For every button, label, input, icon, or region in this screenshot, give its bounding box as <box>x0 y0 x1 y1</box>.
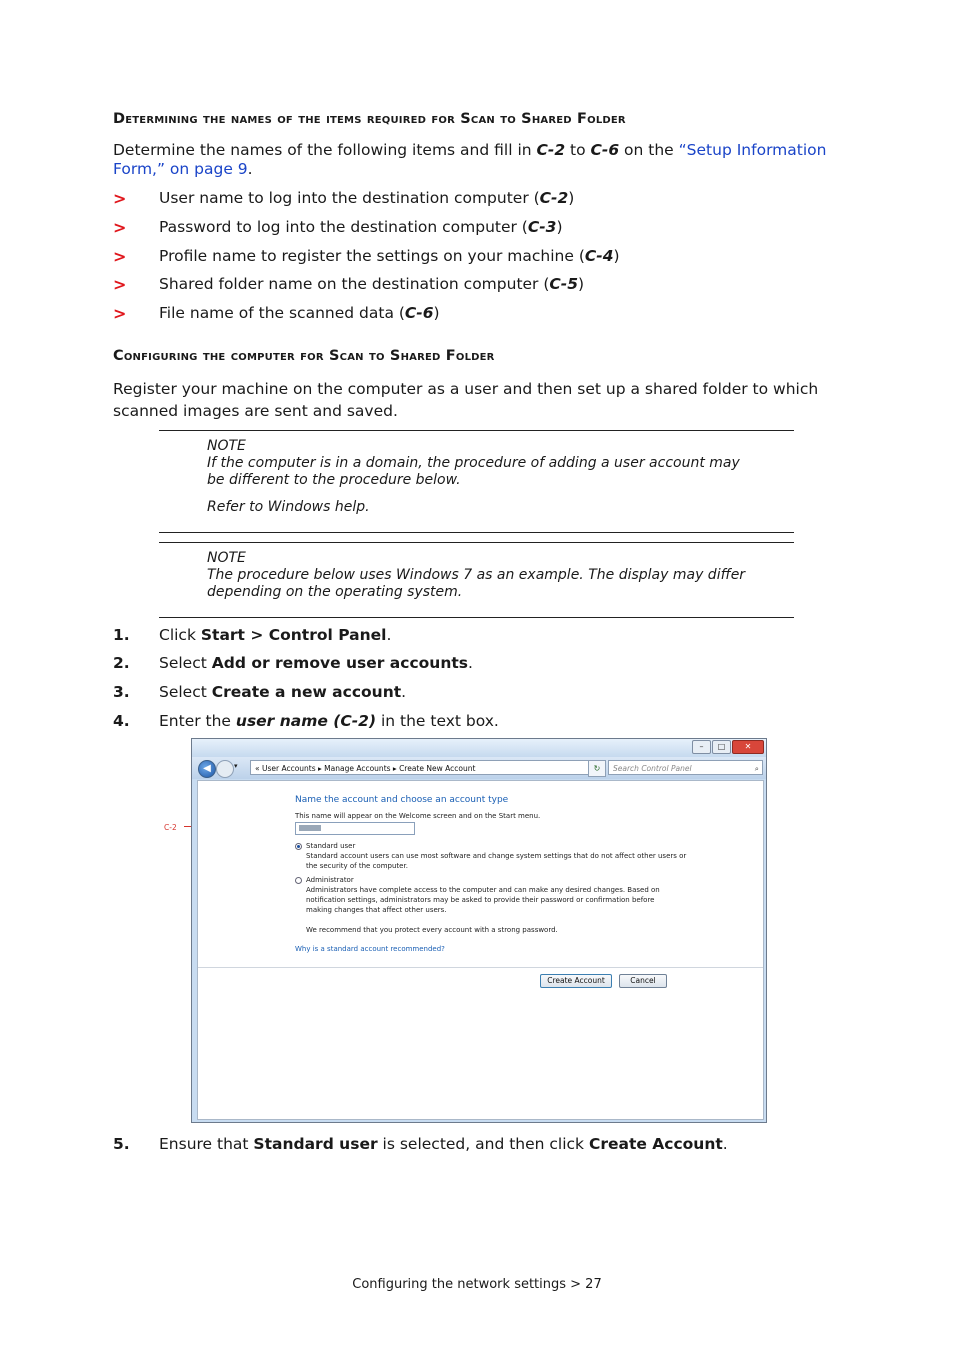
window-content <box>197 780 764 1120</box>
bullet-marker: > <box>113 304 127 323</box>
minimize-icon[interactable]: – <box>692 740 711 754</box>
search-input[interactable]: Search Control Panel ⌕ <box>608 760 763 775</box>
step-number: 4. <box>113 712 130 730</box>
content-divider <box>198 967 763 968</box>
address-bar[interactable]: « User Accounts ▸ Manage Accounts ▸ Create New Account <box>250 760 598 775</box>
step-text: Enter the user name (C-2) in the text box. <box>159 712 499 730</box>
setup-form-link[interactable]: “Setup Information Form,” on page 9 <box>113 141 827 178</box>
step-number: 1. <box>113 626 130 644</box>
standard-user-radio[interactable] <box>295 843 302 850</box>
standard-user-description: Standard account users can use most software and change system settings that do not affect other users or the security of the computer. <box>306 852 687 870</box>
section-heading-determining: Determining the names of the items required for Scan to Shared Folder <box>113 111 626 127</box>
step-text: Ensure that Standard user is selected, and then click Create Account. <box>159 1135 728 1153</box>
back-arrow-icon[interactable]: ◀ <box>198 760 216 778</box>
intro-paragraph: Determine the names of the following items and fill in C-2 to C-6 on the “Setup Information Form,” on page 9. <box>113 141 827 178</box>
step-number: 5. <box>113 1135 130 1153</box>
create-account-button[interactable]: Create Account <box>540 974 612 988</box>
step-number: 3. <box>113 683 130 701</box>
step-text: Click Start > Control Panel. <box>159 626 392 644</box>
name-hint: This name will appear on the Welcome screen and on the Start menu. <box>295 812 541 820</box>
create-account-window <box>191 738 767 1123</box>
section2-intro: Register your machine on the computer as a user and then set up a shared folder to which scanned images are sent and saved. <box>113 380 819 420</box>
password-recommendation: We recommend that you protect every account with a strong password. <box>306 926 558 934</box>
step-number: 2. <box>113 654 130 672</box>
administrator-description: Administrators have complete access to the computer and can make any desired changes. Based on notification settings, administrators may be asked to provide their password or confirmation before making changes that affect other users. <box>306 886 660 914</box>
note-box-domain: NOTE If the computer is in a domain, the procedure of adding a user account may be different to the procedure below. Refer to Windows help. <box>207 438 740 515</box>
step-text: Select Create a new account. <box>159 683 407 701</box>
administrator-label[interactable]: Administrator <box>306 876 354 884</box>
bullet-marker: > <box>113 189 127 208</box>
note-divider <box>159 532 794 533</box>
entered-name <box>299 825 321 831</box>
bullet-marker: > <box>113 218 127 237</box>
note-box-windows7: NOTE The procedure below uses Windows 7 as an example. The display may differ depending on the operating system. <box>207 550 746 600</box>
callout-label: C-2 <box>164 823 177 832</box>
note-divider <box>159 430 794 431</box>
why-standard-link[interactable]: Why is a standard account recommended? <box>295 945 445 953</box>
list-item: User name to log into the destination computer (C-2) <box>159 189 575 207</box>
note-divider <box>159 542 794 543</box>
list-item: File name of the scanned data (C-6) <box>159 304 440 322</box>
window-titlebar <box>192 739 766 757</box>
account-name-input[interactable] <box>295 822 415 835</box>
cancel-button[interactable]: Cancel <box>619 974 667 988</box>
list-item: Profile name to register the settings on your machine (C-4) <box>159 247 620 265</box>
bullet-marker: > <box>113 247 127 266</box>
page-title: Name the account and choose an account type <box>295 795 509 805</box>
maximize-icon[interactable]: □ <box>712 740 731 754</box>
bullet-marker: > <box>113 275 127 294</box>
recent-pages-chevron-icon[interactable]: ▾ <box>234 762 238 770</box>
note-divider <box>159 617 794 618</box>
refresh-icon[interactable]: ↻ <box>588 760 606 777</box>
administrator-radio[interactable] <box>295 877 302 884</box>
list-item: Shared folder name on the destination computer (C-5) <box>159 275 585 293</box>
list-item: Password to log into the destination computer (C-3) <box>159 218 563 236</box>
navigation-bar <box>192 757 766 779</box>
step-text: Select Add or remove user accounts. <box>159 654 473 672</box>
section-heading-configuring: Configuring the computer for Scan to Shared Folder <box>113 348 495 364</box>
search-icon[interactable]: ⌕ <box>754 764 759 773</box>
close-icon[interactable]: ✕ <box>732 740 764 754</box>
page-footer: Configuring the network settings > 27 <box>352 1277 602 1292</box>
forward-arrow-icon[interactable] <box>216 760 234 778</box>
standard-user-label[interactable]: Standard user <box>306 842 356 850</box>
